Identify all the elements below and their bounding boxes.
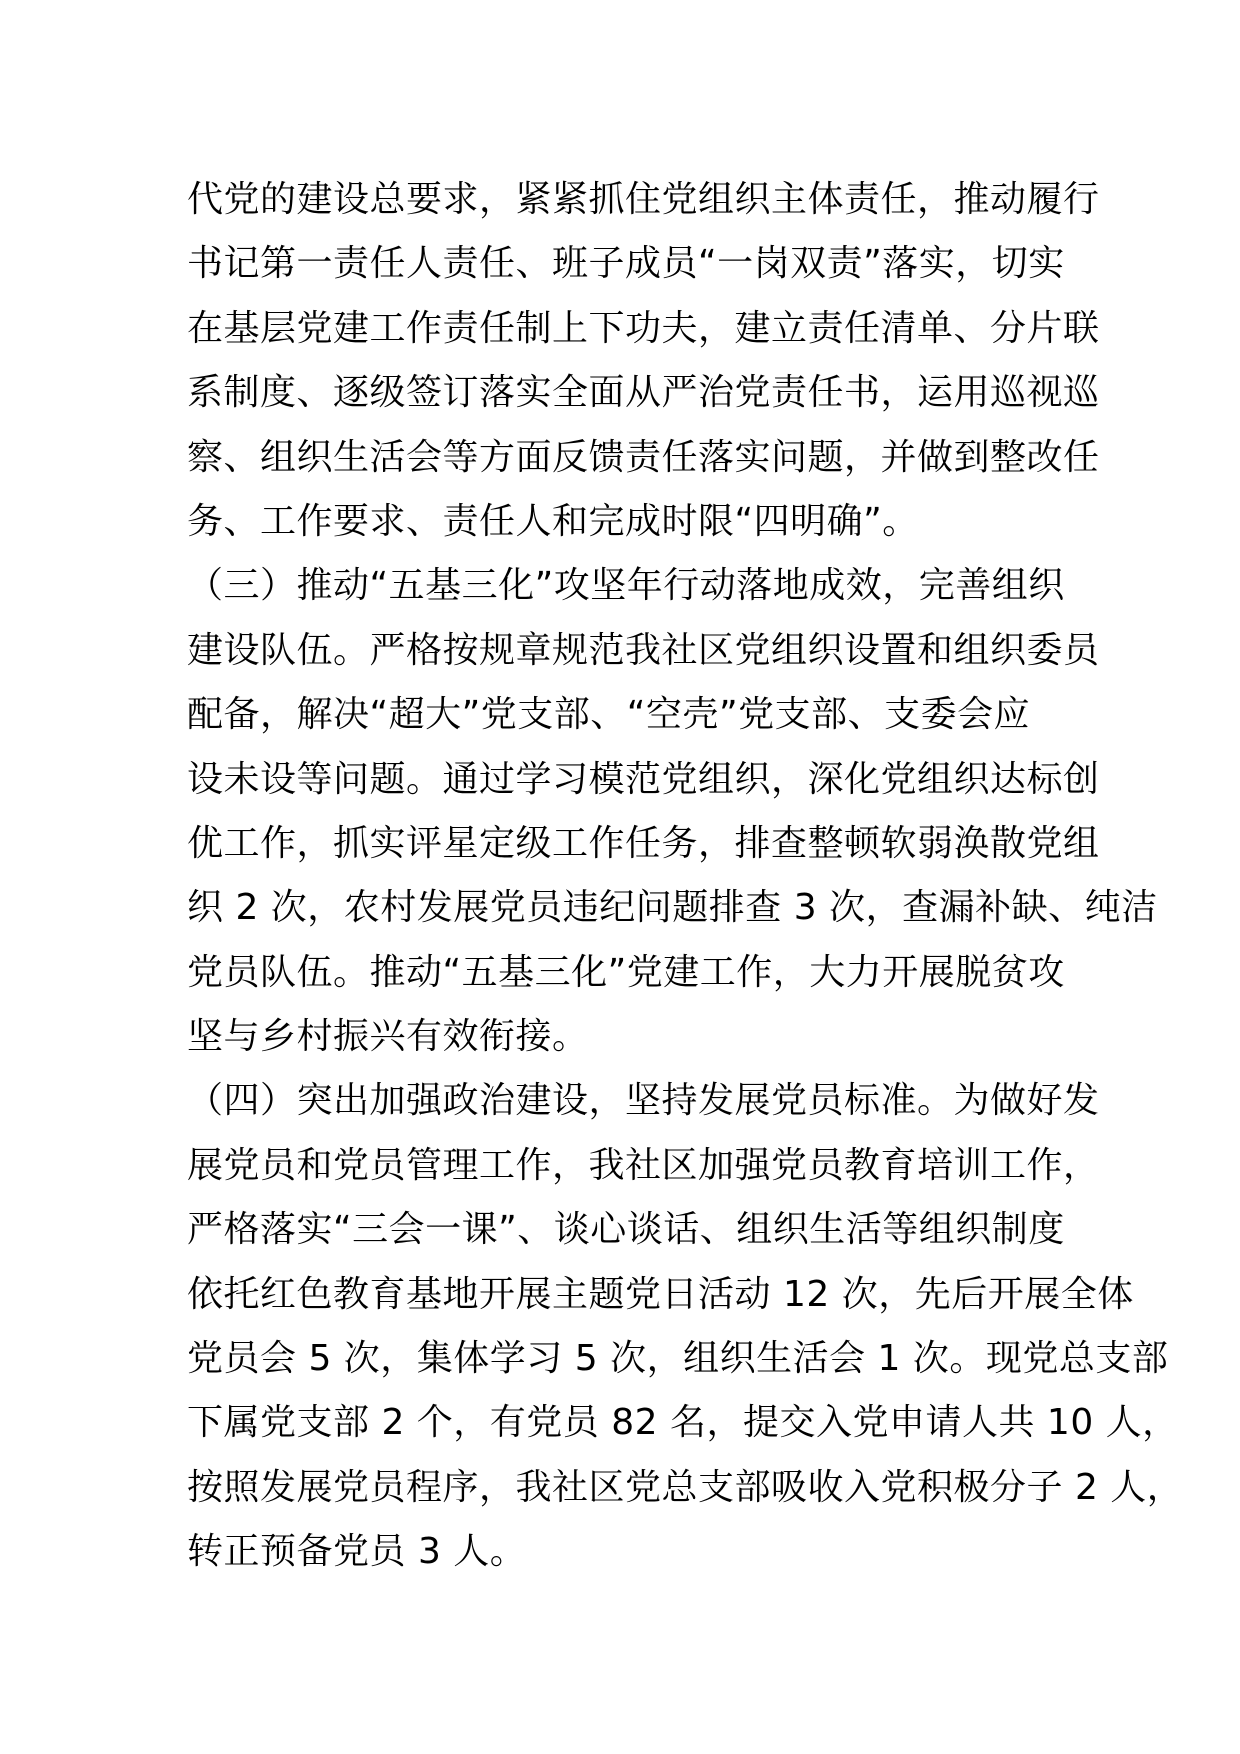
text-line-12: 织 2 次，农村发展党员违纪问题排查 3 次，查漏补缺、纯洁: [187, 887, 1158, 929]
text-line-16: 展党员和党员管理工作，我社区加强党员教育培训工作，: [187, 1144, 1100, 1186]
text-line-21: 按照发展党员程序，我社区党总支部吸收入党积极分子 2 人，: [187, 1466, 1184, 1508]
text-line-13: 党员队伍。推动“五基三化”党建工作，大力开展脱贫攻: [187, 951, 1065, 993]
section-heading-4: （四）突出加强政治建设，坚持发展党员标准。为做好发: [187, 1080, 1100, 1122]
text-line-17: 严格落实“三会一课”、谈心谈话、组织生活等组织制度: [187, 1209, 1065, 1251]
text-line-22: 转正预备党员 3 人。: [187, 1531, 527, 1573]
section-heading-3: （三）推动“五基三化”攻坚年行动落地成效，完善组织: [187, 565, 1065, 607]
text-line-6: 务、工作要求、责任人和完成时限“四明确”。: [187, 500, 919, 542]
text-line-8: 建设队伍。严格按规章规范我社区党组织设置和组织委员: [187, 629, 1100, 671]
text-line-14: 坚与乡村振兴有效衔接。: [187, 1016, 589, 1058]
text-line-19: 党员会 5 次，集体学习 5 次，组织生活会 1 次。现党总支部: [187, 1338, 1169, 1380]
text-line-20: 下属党支部 2 个，有党员 82 名，提交入党申请人共 10 人，: [187, 1402, 1179, 1444]
text-line-10: 设未设等问题。通过学习模范党组织，深化党组织达标创: [187, 758, 1100, 800]
text-line-4: 系制度、逐级签订落实全面从严治党责任书，运用巡视巡: [187, 372, 1100, 414]
text-line-3: 在基层党建工作责任制上下功夫，建立责任清单、分片联: [187, 307, 1100, 349]
text-line-2: 书记第一责任人责任、班子成员“一岗双责”落实，切实: [187, 243, 1065, 285]
text-line-5: 察、组织生活会等方面反馈责任落实问题，并做到整改任: [187, 436, 1100, 478]
text-line-18: 依托红色教育基地开展主题党日活动 12 次，先后开展全体: [187, 1273, 1134, 1315]
text-line-11: 优工作，抓实评星定级工作任务，排查整顿软弱涣散党组: [187, 822, 1100, 864]
text-line-9: 配备，解决“超大”党支部、“空壳”党支部、支委会应: [187, 694, 1031, 736]
text-line-1: 代党的建设总要求，紧紧抓住党组织主体责任，推动履行: [187, 179, 1100, 220]
body-text: [187, 168, 1184, 1585]
